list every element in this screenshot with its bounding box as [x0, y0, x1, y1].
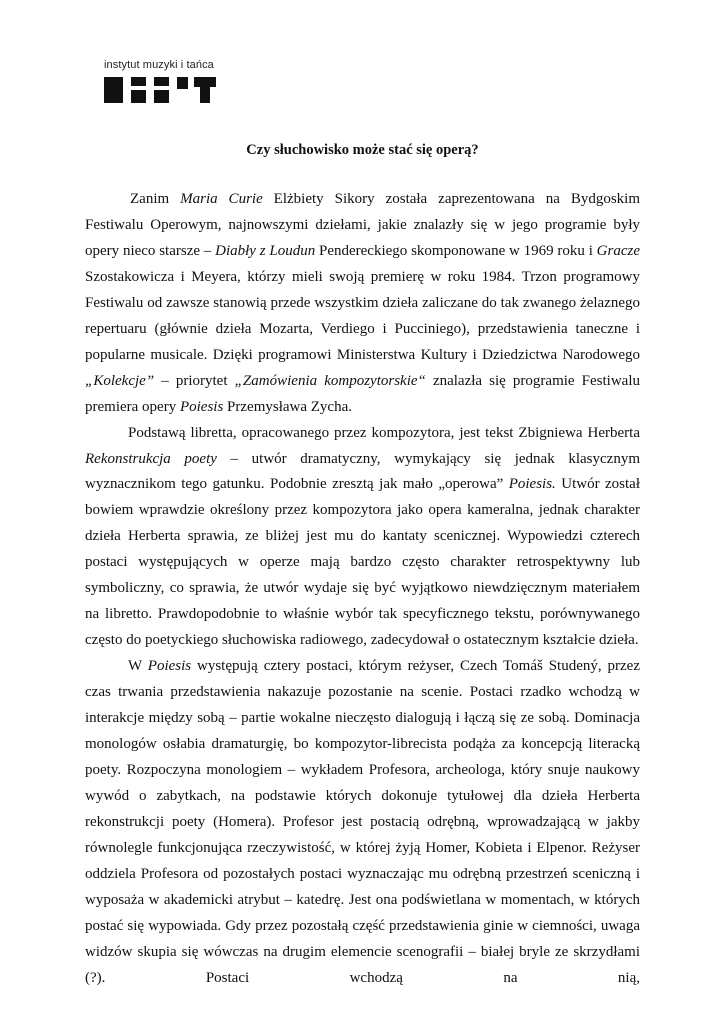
text-run: – utwór dramatyczny, wymykający się jednak klasycznym wyznacznikom tego gatunku. Podobnie zresztą jak mało „operowa”: [85, 450, 640, 493]
italic-title: „Zamówienia kompozytorskie“: [234, 372, 426, 389]
italic-title: Diabły z Loudun: [215, 242, 316, 259]
text-run: Elżbiety Sikory została zaprezentowana na Bydgoskim Festiwalu Operowym, najnowszymi dziełami, jakie znalazły się w jego programie były opery nieco starsze –: [85, 191, 640, 259]
text-run: znalazła się programie Festiwalu premiera opery: [85, 372, 640, 415]
italic-title: Poiesis: [179, 398, 224, 415]
italic-title: „Kolekcje”: [85, 372, 155, 389]
italic-title: Gracze: [596, 242, 640, 259]
text-run: występują cztery postaci, którym reżyser, Czech Tomáš Studený, przez czas trwania przedstawienia nakazuje pozostanie na scenie. Postaci rzadko wchodzą w interakcje między sobą – partie wokalne nieczęsto dialogują i łączą się ze sobą. Dominacja monologów osłabia dramaturgię, bo kompozytor-librecista podąża za koncepcją literacką poety. Rozpoczyna monologiem – wykładem Profesora, archeologa, który snuje naukowy wywód o zabytkach, na podstawie których dokonuje tytułowej dla dzieła Herberta rekonstrukcji poety (Homera). Profesor jest postacią odrębną, wprowadzającą w jakby równolegle funkcjonująca rzeczywistość, w której żyją Homer, Kobieta i Elpenor. Reżyser oddziela Profesora od pozostałych postaci wyznaczając mu odrębną przestrzeń sceniczną i wyposaża w akademicki atrybut – katedrę. Jest ona podświetlana w momentach, w których postać się wypowiada. Gdy przez pozostałą część przedstawienia ginie w ciemności, uwaga widzów skupia się wówczas na drugim elemencie scenografii – białej bryle ze skrzydłami (?). Postaci wchodzą na nią,: [85, 658, 640, 986]
italic-title: Rekonstrukcja poety: [85, 450, 217, 467]
text-run: Utwór został bowiem wprawdzie określony przez kompozytora jako opera kameralna, jednak charakter dzieła Herberta sprawia, ze bliżej jest mu do kantaty scenicznej. Wypowiedzi czterech postaci występujących w operze mają bardzo często charakter retrospektywny lub symboliczny, co sprawia, że utwór wydaje się być wyjątkowo niewdzięcznym materiałem na libretto. Prawdopodobnie to właśnie wybór tak specyficznego tekstu, porównywanego często do poetyckiego słuchowiska radiowego, zadecydował o ostatecznym kształcie dzieła.: [85, 476, 640, 649]
logo-mark-icon: [104, 77, 216, 103]
italic-title: Poiesis: [147, 658, 192, 675]
italic-title: Poiesis.: [508, 476, 556, 493]
document-title: Czy słuchowisko może stać się operą?: [246, 142, 479, 158]
text-run: – priorytet: [154, 372, 235, 389]
paragraph-2: [85, 421, 640, 655]
text-run: Przemysława Zycha.: [223, 398, 352, 415]
text-run: Podstawą libretta, opracowanego przez kompozytora, jest tekst Zbigniewa Herberta: [128, 424, 640, 441]
paragraph-3: [85, 654, 640, 991]
institute-logo: [104, 59, 216, 103]
text-run: Szostakowicza i Meyera, którzy mieli swoją premierę w roku 1984. Trzon programowy Festiwalu od zawsze stanowią przede wszystkim dzieła zaliczane do tak zwanego żelaznego repertuaru (głównie dzieła Mozarta, Verdiego i Pucciniego), przedstawienia taneczne i popularne musicale. Dzięki programowi Ministerstwa Kultury i Dziedzictwa Narodowego: [85, 268, 640, 363]
italic-title: Maria Curie: [180, 191, 263, 207]
text-run: Pendereckiego skomponowane w 1969 roku i: [315, 242, 597, 259]
logo-text: instytut muzyki i tańca: [104, 59, 214, 71]
text-run: W: [128, 658, 148, 675]
text-run: Zanim: [130, 191, 181, 207]
document-body: [85, 187, 640, 992]
paragraph-1: [85, 187, 640, 421]
